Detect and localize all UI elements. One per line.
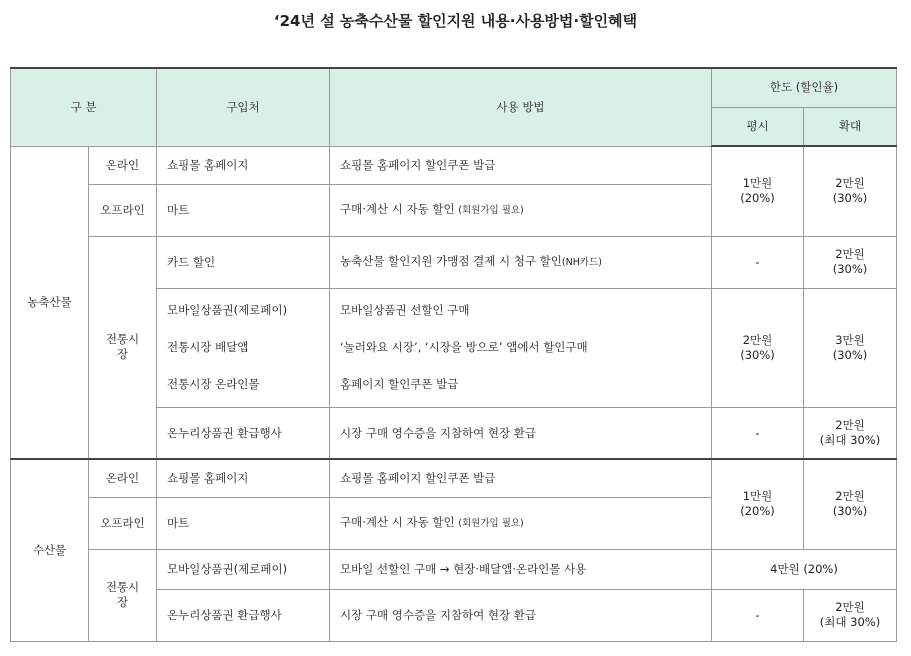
section-fish: 수산물	[11, 459, 89, 641]
place-cell: 마트	[157, 184, 330, 236]
normal-limit-cell: -	[712, 236, 804, 288]
place-cell: 쇼핑몰 홈페이지	[157, 459, 330, 497]
normal-limit-cell: 1만원 (20%)	[712, 146, 804, 236]
method-text: 구매·계산 시 자동 할인	[340, 202, 455, 216]
method-cell: 시장 구매 영수증을 지참하여 현장 환급	[330, 407, 712, 459]
place-cell: 쇼핑몰 홈페이지	[157, 146, 330, 184]
method-line: 홈페이지 할인쿠폰 발급	[340, 377, 459, 391]
normal-limit-cell: -	[712, 407, 804, 459]
method-cell	[330, 236, 712, 288]
method-cell: 쇼핑몰 홈페이지 할인쿠폰 발급	[330, 459, 712, 497]
normal-limit-cell: 1만원 (20%)	[712, 459, 804, 549]
place-cell-group	[157, 288, 330, 407]
header-expanded: 확대	[804, 107, 897, 146]
channel-online: 온라인	[89, 146, 157, 184]
expanded-limit-cell: 2만원 (30%)	[804, 236, 897, 288]
expanded-limit-cell: 2만원 (30%)	[804, 146, 897, 236]
method-cell: 시장 구매 영수증을 지참하여 현장 환급	[330, 589, 712, 641]
method-cell	[330, 497, 712, 549]
method-cell: 모바일 선할인 구매 → 현장·배달앱·온라인몰 사용	[330, 549, 712, 589]
place-cell: 카드 할인	[157, 236, 330, 288]
place-line: 모바일상품권(제로페이)	[167, 303, 288, 317]
channel-offline: 오프라인	[89, 497, 157, 549]
place-cell: 마트	[157, 497, 330, 549]
header-normal: 평시	[712, 107, 804, 146]
place-cell: 모바일상품권(제로페이)	[157, 549, 330, 589]
method-text: 구매·계산 시 자동 할인	[340, 515, 455, 529]
expanded-limit-cell: 2만원 (최대 30%)	[804, 589, 897, 641]
normal-limit-cell: -	[712, 589, 804, 641]
section-agri: 농축산물	[11, 146, 89, 459]
method-cell-group	[330, 288, 712, 407]
method-line: ‘놀러와요 시장’, ‘시장을 방으로’ 앱에서 할인구매	[340, 340, 588, 354]
merged-limit-cell: 4만원 (20%)	[712, 549, 897, 589]
header-place: 구입처	[157, 68, 330, 146]
channel-offline: 오프라인	[89, 184, 157, 236]
method-text: 농축산물 할인지원 가맹점 결제 시 청구 할인	[340, 254, 562, 268]
expanded-limit-cell: 2만원 (최대 30%)	[804, 407, 897, 459]
method-line: 모바일상품권 선할인 구매	[340, 303, 470, 317]
place-cell: 온누리상품권 환급행사	[157, 407, 330, 459]
discount-table	[10, 67, 897, 642]
channel-market: 전통시장	[89, 549, 157, 641]
page-title: ‘24년 설 농축수산물 할인지원 내용·사용방법·할인혜택	[273, 12, 638, 30]
place-cell: 온누리상품권 환급행사	[157, 589, 330, 641]
normal-limit-cell: 2만원 (30%)	[712, 288, 804, 407]
expanded-limit-cell: 2만원 (30%)	[804, 459, 897, 549]
place-line: 전통시장 배달앱	[167, 340, 249, 354]
channel-online: 온라인	[89, 459, 157, 497]
method-note: (회원가입 필요)	[458, 518, 524, 529]
method-note: (회원가입 필요)	[458, 205, 524, 216]
header-limit: 한도 (할인율)	[712, 68, 897, 107]
method-cell: 쇼핑몰 홈페이지 할인쿠폰 발급	[330, 146, 712, 184]
header-gubun: 구 분	[11, 68, 157, 146]
method-cell	[330, 184, 712, 236]
method-note: (NH카드)	[561, 257, 602, 268]
place-line: 전통시장 온라인몰	[167, 377, 260, 391]
header-method: 사용 방법	[330, 68, 712, 146]
expanded-limit-cell: 3만원 (30%)	[804, 288, 897, 407]
channel-market: 전통시장	[89, 236, 157, 459]
